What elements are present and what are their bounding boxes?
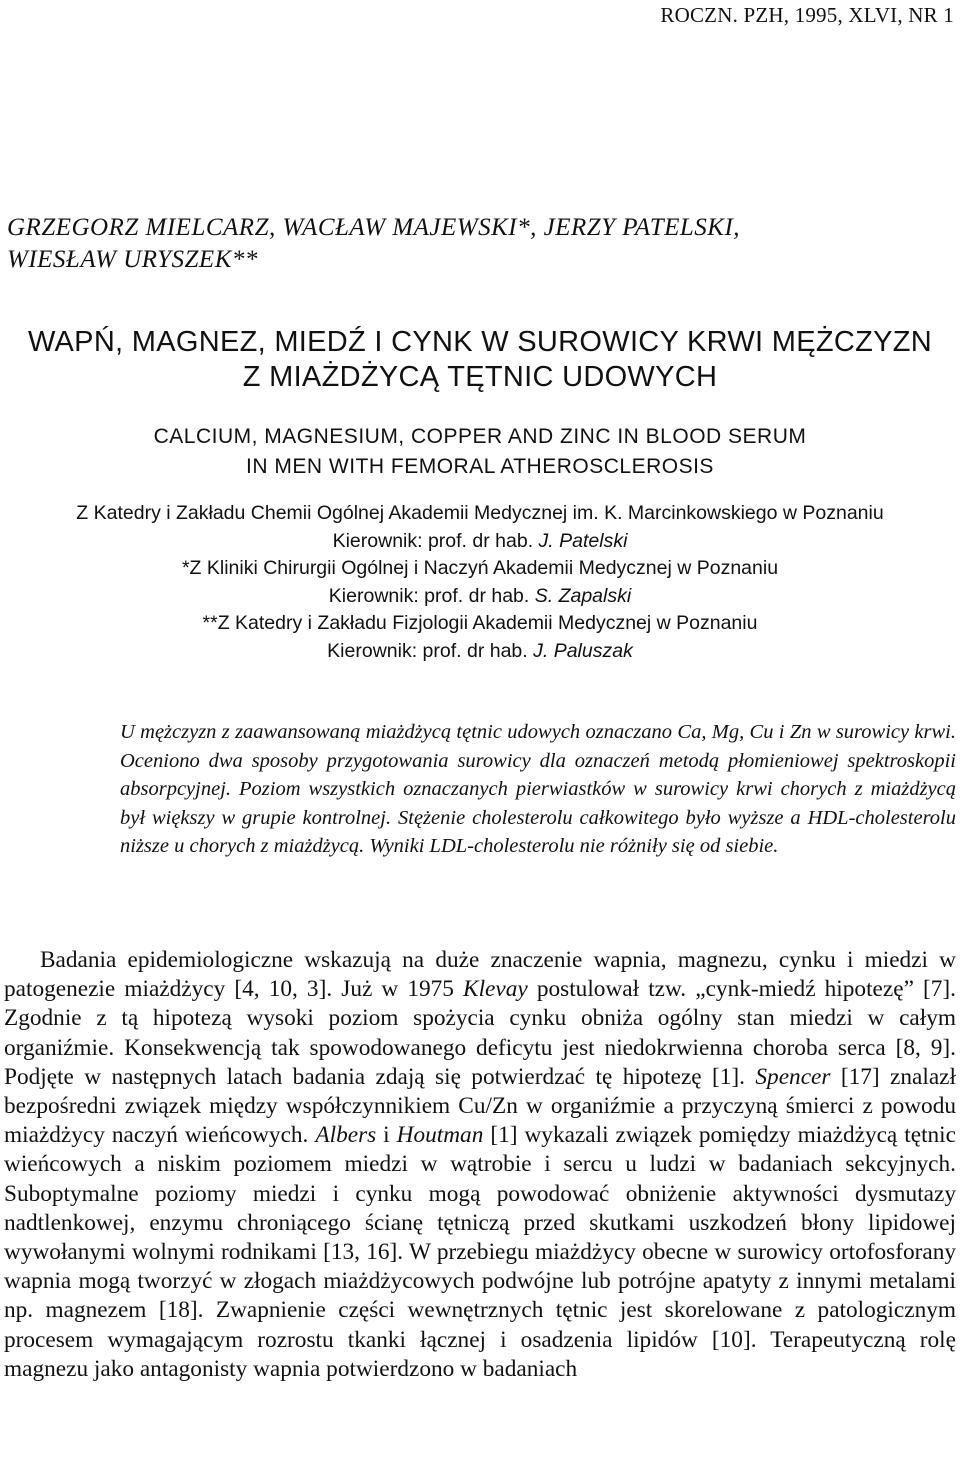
affiliation-department: **Z Katedry i Zakładu Fizjologii Akademii Medycznej w Poznaniu bbox=[202, 612, 758, 635]
head-title: Kierownik: prof. dr hab. bbox=[327, 639, 534, 662]
title-en-line-2: IN MEN WITH FEMORAL ATHEROSCLEROSIS bbox=[246, 455, 714, 478]
article-title-polish bbox=[0, 325, 960, 395]
cited-author: Albers bbox=[315, 1122, 377, 1149]
affiliation-head bbox=[0, 528, 960, 556]
affiliation-head bbox=[0, 638, 960, 666]
cited-author: Klevay bbox=[463, 976, 528, 1003]
head-name: S. Zapalski bbox=[534, 584, 632, 607]
affiliation-department: *Z Kliniki Chirurgii Ogólnej i Naczyń Akademii Medycznej w Poznaniu bbox=[181, 557, 779, 580]
body-text-segment: i bbox=[376, 1122, 397, 1149]
affiliations bbox=[0, 500, 960, 666]
body-text-segment: [1] wykazali związek pomiędzy miażdżycą tętnic wieńcowych a niskim poziomem miedzi w wątrobie i sercu u ludzi w badaniach sekcyjnych. Suboptymalne poziomy miedzi i cynku mogą powodować obniżenie aktywności dysmutazy nadtlenkowej, enzymu chroniącego ścianę tętniczą przed skutkami uszkodzeń błony lipidowej wywołanymi wolnymi rodnikami [13, 16]. W przebiegu miażdżycy obecne w surowicy ortofosforany wapnia mogą tworzyć w złogach miażdżycowych podwójne lub potrójne apatyty z innymi metalami np. magnezem [18]. Zwapnienie części wewnętrznych tętnic jest skorelowane z patologicznym procesem wymagającym rozrostu tkanki łącznej i osadzenia lipidów [10]. Terapeutyczną rolę magnezu jako antagonisty wapnia potwierdzono w badaniach bbox=[4, 1122, 956, 1382]
body-paragraph bbox=[4, 946, 956, 1384]
body-text-segment: Badania epidemiologiczne wskazują na duże znaczenie wapnia, magnezu, cynku i miedzi w patogenezie miażdżycy [4, 10, 3]. Już w 1975 bbox=[4, 947, 956, 1003]
cited-author: Houtman bbox=[396, 1122, 484, 1149]
abstract: U mężczyzn z zaawansowaną miażdżycą tętnic udowych oznaczano Ca, Mg, Cu i Zn w surowicy krwi. Oceniono dwa sposoby przygotowania surowicy dla oznaczeń metodą płomieniowej spektroskopii absorpcyjnej. Poziom wszystkich oznaczanych pierwiastków w surowicy krwi chorych z miażdżycą był większy w grupie kontrolnej. Stężenie cholesterolu całkowitego było wyższe a HDL-cholesterolu niższe u chorych z miażdżycą. Wyniki LDL-cholesterolu nie różniły się od siebie. bbox=[120, 721, 956, 858]
body-text-segment: postulował tzw. „cynk-miedź hipotezę” [7]. Zgodnie z tą hipotezą wysoki poziom spożycia cynku obniża ogólny stan miedzi w całym organiźmie. Konsekwencją tak spowodowanego deficytu jest niedokrwienna choroba serca [8, 9]. Podjęte w następnych latach badania zdają się potwierdzać tę hipotezę [1]. bbox=[4, 976, 956, 1090]
author-list bbox=[7, 212, 907, 276]
head-title: Kierownik: prof. dr hab. bbox=[332, 529, 539, 552]
head-name: J. Patelski bbox=[538, 529, 628, 552]
author-line-2: WIESŁAW URYSZEK** bbox=[7, 246, 258, 273]
head-name: J. Paluszak bbox=[533, 639, 633, 662]
title-pl-line-1: WAPŃ, MAGNEZ, MIEDŹ I CYNK W SUROWICY KRWI MĘŻCZYZN bbox=[27, 326, 933, 358]
body-text-segment: [17] znalazł bezpośredni związek między współczynnikiem Cu/Zn w organiźmie a przyczyną śmierci z powodu miażdżycy naczyń wieńcowych. bbox=[4, 1063, 956, 1149]
affiliation-department: Z Katedry i Zakładu Chemii Ogólnej Akademii Medycznej im. K. Marcinkowskiego w Poznaniu bbox=[76, 502, 884, 524]
running-header: ROCZN. PZH, 1995, XLVI, NR 1 bbox=[660, 3, 954, 27]
cited-author: Spencer bbox=[755, 1063, 831, 1090]
title-pl-line-2: Z MIAŻDŻYCĄ TĘTNIC UDOWYCH bbox=[242, 361, 718, 393]
affiliation-head bbox=[0, 583, 960, 611]
head-title: Kierownik: prof. dr hab. bbox=[328, 584, 535, 607]
article-title-english bbox=[0, 422, 960, 482]
title-en-line-1: CALCIUM, MAGNESIUM, COPPER AND ZINC IN BLOOD SERUM bbox=[153, 425, 807, 448]
author-line-1: GRZEGORZ MIELCARZ, WACŁAW MAJEWSKI*, JERZY PATELSKI, bbox=[7, 214, 741, 241]
